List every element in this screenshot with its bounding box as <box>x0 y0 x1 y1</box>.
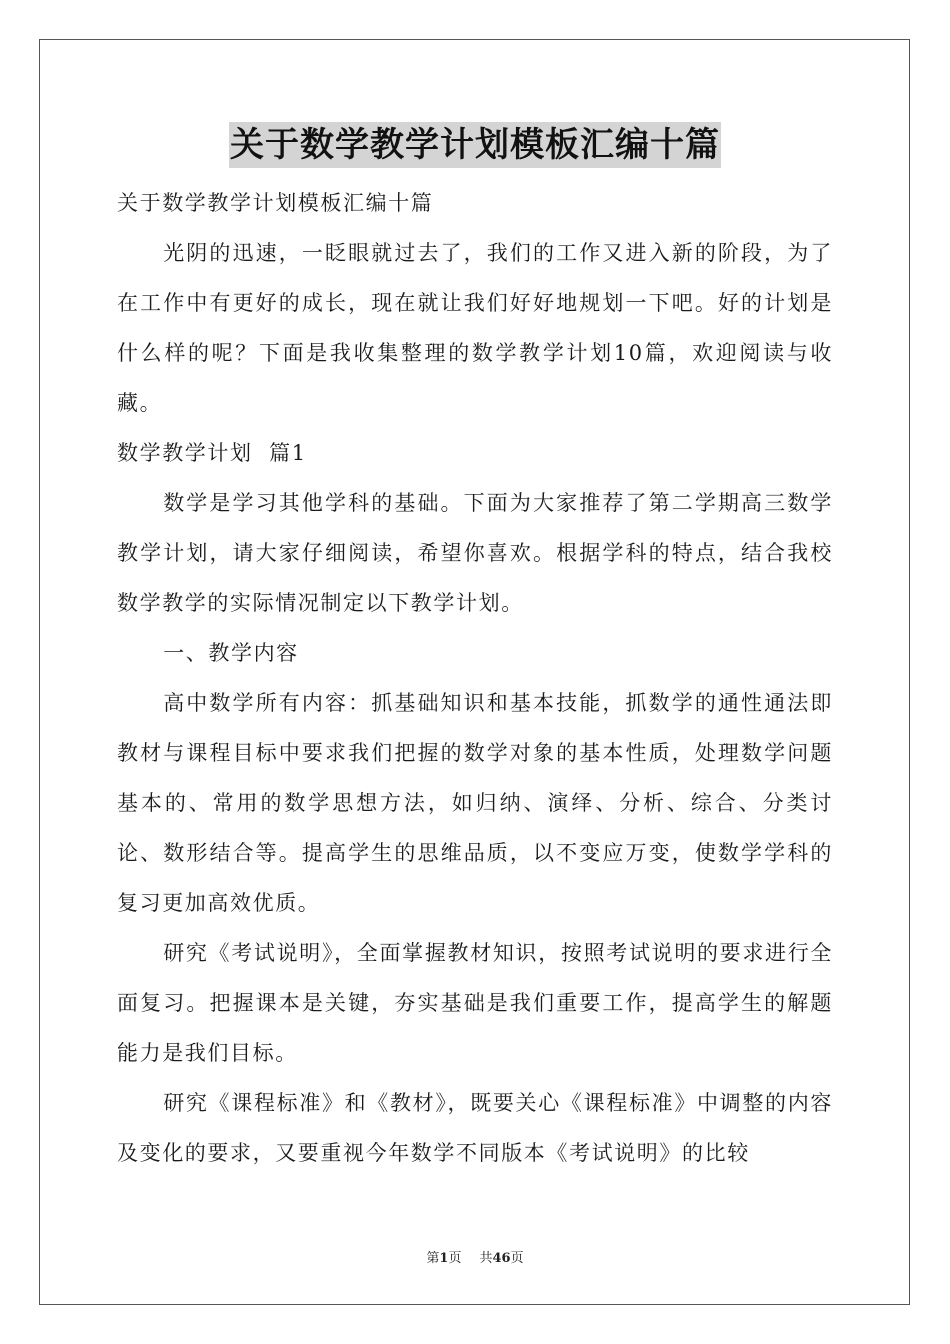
paragraph-teaching-content-heading: 一、教学内容 <box>163 641 299 665</box>
page-suffix: 页 <box>448 1251 462 1266</box>
section-heading: 数学教学计划 篇1 <box>117 441 307 465</box>
paragraph-2: 高中数学所有内容：抓基础知识和基本技能，抓数学的通性通法即教材与课程目标中要求我们把握的数学对象的基本性质，处理数学问题基本的、常用的数学思想方法，如归纳、演绎、分析、综合、分类讨论、数形结合等。提高学生的思维品质，以不变应万变，使数学学科的复习更加高效优质。 <box>117 691 833 915</box>
page-current: 1 <box>439 1251 449 1266</box>
document-title: 关于数学教学计划模板汇编十篇 <box>229 122 721 168</box>
intro-paragraph: 光阴的迅速，一眨眼就过去了，我们的工作又进入新的阶段，为了在工作中有更好的成长，现在就让我们好好地规划一下吧。好的计划是什么样的呢？下面是我收集整理的数学教学计划10篇，欢迎阅读与收藏。 <box>117 241 833 415</box>
paragraph-1: 数学是学习其他学科的基础。下面为大家推荐了第二学期高三数学教学计划，请大家仔细阅读，希望你喜欢。根据学科的特点，结合我校数学教学的实际情况制定以下教学计划。 <box>117 491 833 615</box>
page-prefix: 第 <box>426 1251 440 1266</box>
title-container <box>0 122 950 168</box>
paragraph-3: 研究《考试说明》，全面掌握教材知识，按照考试说明的要求进行全面复习。把握课本是关键，夯实基础是我们重要工作，提高学生的解题能力是我们目标。 <box>117 941 833 1065</box>
document-subtitle: 关于数学教学计划模板汇编十篇 <box>117 191 434 215</box>
page-footer <box>0 1247 950 1266</box>
total-suffix: 页 <box>510 1251 524 1266</box>
total-pages: 46 <box>492 1251 511 1266</box>
document-body <box>117 178 833 1178</box>
paragraph-4: 研究《课程标准》和《教材》，既要关心《课程标准》中调整的内容及变化的要求，又要重视今年数学不同版本《考试说明》的比较 <box>117 1091 833 1165</box>
total-prefix: 共 <box>479 1251 493 1266</box>
